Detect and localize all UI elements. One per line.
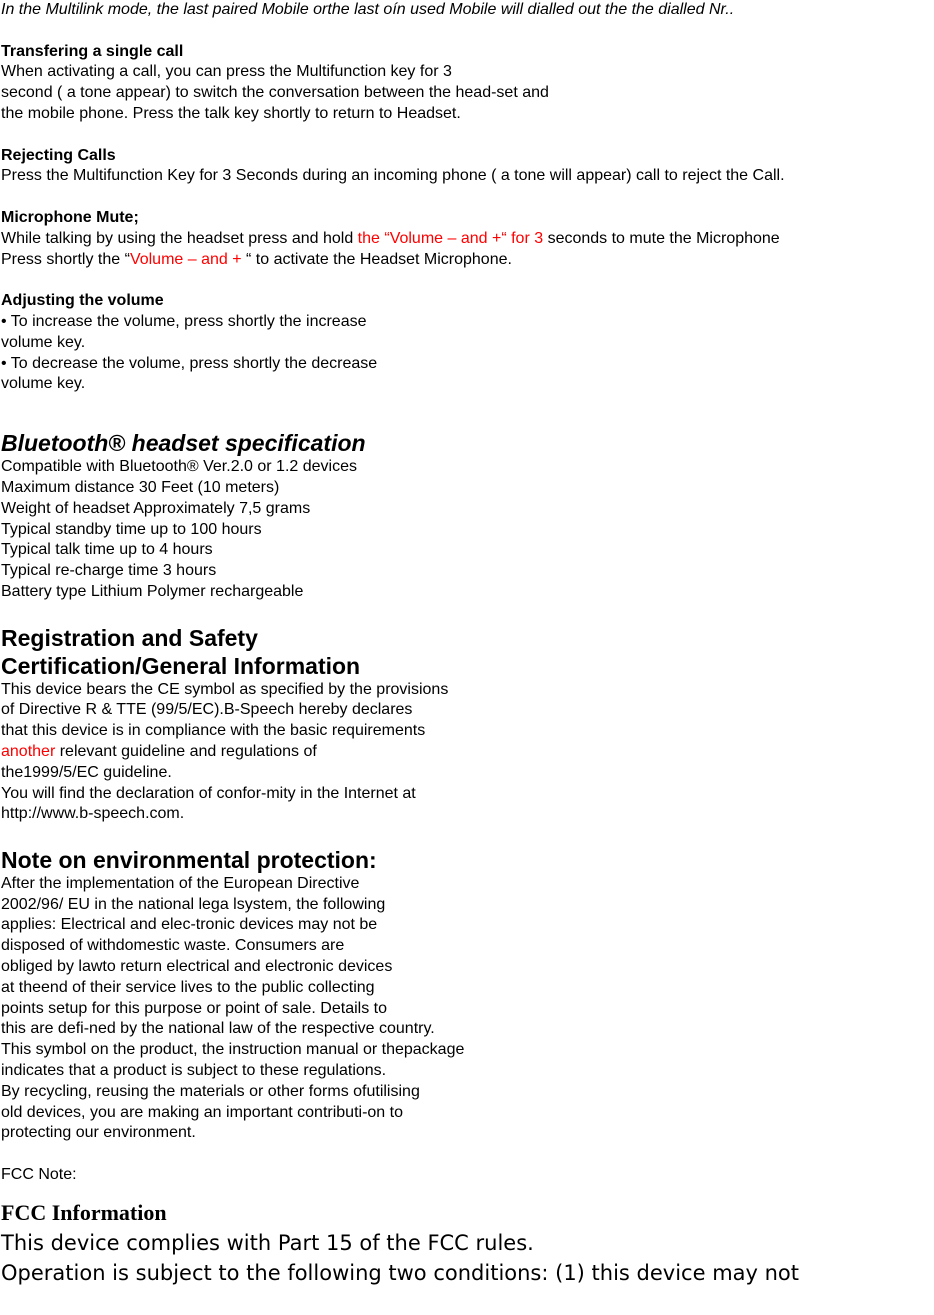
registration-url: http://www.b-speech.com. (1, 805, 185, 823)
registration-line: that this device is in compliance with the basic requirements (1, 722, 426, 740)
spec-line: Weight of headset Approximately 7,5 grams (1, 499, 311, 517)
mute-line-1-pre: While talking by using the headset press and hold (1, 229, 358, 247)
environment-line: By recycling, reusing the materials or other forms ofutilising (1, 1082, 420, 1100)
environment-line: disposed of withdomestic waste. Consumers are (1, 937, 345, 955)
registration-line: the1999/5/EC guideline. (1, 763, 172, 781)
environment-line: applies: Electrical and elec-tronic devices may not be (1, 916, 378, 934)
volume-line: volume key. (1, 375, 86, 393)
registration-line-highlight (1, 742, 931, 763)
multilink-note: In the Multilink mode, the last paired Mobile orthe last oín used Mobile will dialled out the the dialled Nr.. (1, 1, 735, 18)
fcc-line: This device complies with Part 15 of the FCC rules. (1, 1230, 534, 1255)
environment-line: at theend of their service lives to the public collecting (1, 978, 375, 996)
environment-heading: Note on environmental protection: (1, 846, 377, 873)
transfer-line: the mobile phone. Press the talk key shortly to return to Headset. (1, 104, 461, 122)
transfer-line: When activating a call, you can press the Multifunction key for 3 (1, 63, 452, 81)
registration-heading: Registration and Safety (1, 624, 258, 651)
spec-line: Compatible with Bluetooth® Ver.2.0 or 1.2 devices (1, 458, 357, 476)
environment-line: This symbol on the product, the instruction manual or thepackage (1, 1041, 465, 1059)
mute-line-1-highlight: the “Volume – and +“ for 3 (357, 229, 544, 247)
environment-line: 2002/96/ EU in the national lega lsystem, the following (1, 895, 386, 913)
reject-line: Press the Multifunction Key for 3 Seconds during an incoming phone ( a tone will appear) call to reject the Call. (1, 167, 785, 185)
environment-line: indicates that a product is subject to these regulations. (1, 1062, 387, 1080)
environment-line: After the implementation of the European Directive (1, 874, 360, 892)
transfer-heading: Transfering a single call (1, 42, 184, 60)
spec-line: Typical re-charge time 3 hours (1, 562, 217, 580)
mute-line-2 (1, 250, 931, 271)
spec-line: Maximum distance 30 Feet (10 meters) (1, 478, 280, 496)
mute-line-2-pre: Press shortly the “ (1, 250, 130, 268)
transfer-line: second ( a tone appear) to switch the conversation between the head-set and (1, 84, 549, 102)
registration-red-line-rest: relevant guideline and regulations of (55, 742, 317, 760)
spec-heading: Bluetooth® headset specification (1, 430, 366, 457)
environment-line: obliged by lawto return electrical and electronic devices (1, 958, 393, 976)
spec-line: Typical standby time up to 100 hours (1, 520, 262, 538)
mute-line-2-highlight: Volume – and + (129, 250, 242, 268)
mute-line-1-post: seconds to mute the Microphone (543, 229, 780, 247)
volume-line: volume key. (1, 333, 86, 351)
fcc-note: FCC Note: (1, 1166, 77, 1184)
registration-line: You will find the declaration of confor-mity in the Internet at (1, 784, 416, 802)
fcc-heading: FCC Information (1, 1199, 167, 1225)
registration-red-word: another (1, 742, 56, 760)
mute-line-1 (1, 229, 931, 250)
spec-line: Battery type Lithium Polymer rechargeable (1, 582, 304, 600)
spec-line: Typical talk time up to 4 hours (1, 541, 213, 559)
registration-line: of Directive R & TTE (99/5/EC).B-Speech hereby declares (1, 701, 413, 719)
mute-line-2-post: “ to activate the Headset Microphone. (241, 250, 512, 268)
environment-line: protecting our environment. (1, 1124, 196, 1142)
volume-heading: Adjusting the volume (1, 292, 164, 310)
reject-heading: Rejecting Calls (1, 146, 116, 164)
fcc-line: Operation is subject to the following two conditions: (1) this device may not (1, 1260, 800, 1285)
mute-heading: Microphone Mute; (1, 208, 139, 226)
environment-line: old devices, you are making an important contributi-on to (1, 1103, 403, 1121)
volume-line: • To decrease the volume, press shortly the decrease (1, 354, 378, 372)
document-page (1, 0, 931, 1288)
registration-heading: Certification/General Information (1, 652, 361, 679)
volume-line: • To increase the volume, press shortly the increase (1, 312, 367, 330)
environment-line: this are defi-ned by the national law of the respective country. (1, 1020, 435, 1038)
environment-line: points setup for this purpose or point of sale. Details to (1, 999, 387, 1017)
registration-line: This device bears the CE symbol as specified by the provisions (1, 680, 449, 698)
